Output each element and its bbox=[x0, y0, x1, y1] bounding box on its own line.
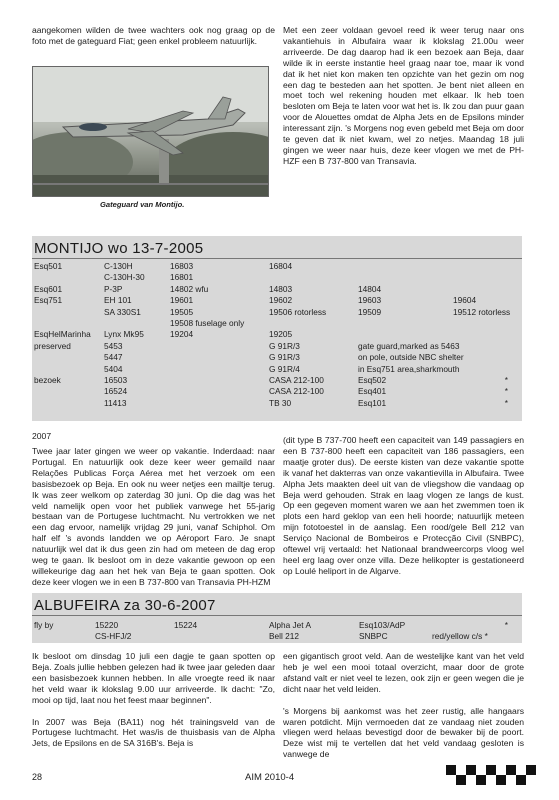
table-cell: * bbox=[504, 397, 508, 408]
table-cell: 16801 bbox=[170, 272, 194, 283]
table-cell: Esq103/AdP bbox=[359, 620, 406, 630]
table-cell: 16804 bbox=[269, 261, 293, 271]
table-cell: SA 330S1 bbox=[104, 306, 141, 317]
table-row bbox=[32, 284, 522, 295]
table-cell: 14803 bbox=[269, 283, 293, 294]
column-2-mid bbox=[283, 435, 524, 577]
table-cell: G 91R/3 bbox=[269, 352, 300, 363]
albufeira-title: ALBUFEIRA za 30-6-2007 bbox=[34, 597, 216, 614]
table-cell: 19506 rotorless bbox=[269, 306, 327, 317]
divider bbox=[32, 258, 522, 259]
paragraph: een gigantisch groot veld. Aan de westelijke kant van het veld heb je wel een mooi totaal overzicht, maar door de grote afstand valt er niet veel te lezen, ook zijn er geen wegen die je dicht naar het veld leiden. bbox=[283, 651, 524, 694]
table-cell: 5404 bbox=[104, 363, 123, 374]
montijo-table bbox=[32, 236, 522, 421]
montijo-title: MONTIJO wo 13-7-2005 bbox=[34, 240, 204, 257]
paragraph: In 2007 was Beja (BA11) nog hét trainingsveld van de Portugese luchtmacht. Het was/is de thuisbasis van de Alpha Jets, de Epsilons en de SA 316B's. Beja is bbox=[32, 716, 275, 749]
paragraph: aangekomen wilden de twee wachters ook nog graag op de foto met de gateguard Fiat; geen enkel probleem natuurlijk. bbox=[32, 25, 275, 46]
table-cell: P-3P bbox=[104, 283, 123, 294]
table-cell: 19205 bbox=[269, 329, 293, 340]
table-cell: gate guard,marked as 5463 bbox=[358, 340, 460, 351]
table-cell: CASA 212-100 bbox=[269, 386, 324, 397]
table-cell: EH 101 bbox=[104, 295, 132, 306]
table-row bbox=[32, 329, 522, 340]
table-cell: * bbox=[504, 620, 508, 630]
table-cell: Esq501 bbox=[34, 261, 63, 271]
table-cell: 15224 bbox=[174, 620, 198, 630]
table-cell: G 91R/3 bbox=[269, 340, 300, 351]
table-row bbox=[32, 620, 522, 631]
table-cell: * bbox=[504, 375, 508, 385]
year-heading: 2007 bbox=[32, 431, 52, 441]
table-cell: 16503 bbox=[104, 375, 128, 385]
paragraph: (dit type B 737-700 heeft een capaciteit van 149 passagiers en een B 737-800 heeft een capaciteit van 186 passagiers, een maatje groter dus). De eerste kisten van deze vakantie spotte ik vanaf het dakterras van onze vakantievilla in Albufaira. Twee Alpha Jets maakten deel uit van de vliegshow die vandaag op Beja werd gehouden. Strak en laag vlogen ze langs de kust. Op een gegeven moment waren we aan het zwemmen toen ik plots een hard geklop van een heli hoorde; natuurlijk meteen mijn fototoestel in de aanslag. Een rood/gele Bell 212 van Serviço Nacional de Bombeiros e Protecção Civil (SNBPC), oftewel vrij vertaald: het Nationaal brandweercorps vloog wel heel erg laag over onze villa. Deze helikopter is gestationeerd op Loulé heliport in de Algarve. bbox=[283, 435, 524, 576]
table-cell: 5447 bbox=[104, 352, 123, 363]
page-number: 28 bbox=[32, 772, 43, 782]
column-2-bottom bbox=[283, 651, 524, 760]
table-cell: Bell 212 bbox=[269, 630, 299, 641]
table-cell: Lynx Mk95 bbox=[104, 329, 144, 340]
table-row bbox=[32, 352, 522, 363]
column-1-bottom bbox=[32, 651, 275, 749]
table-cell: G 91R/4 bbox=[269, 363, 300, 374]
photo-caption: Gateguard van Montijo. bbox=[100, 200, 185, 209]
divider bbox=[32, 615, 522, 616]
table-cell: Alpha Jet A bbox=[269, 620, 311, 630]
paragraph: 's Morgens bij aankomst was het zeer rustig, alle hangaars waren potdicht. Mijn vermoeden dat ze vandaag niet zouden vliegen werd helaas bevestigd door de bewaker bij de poort. Deze wist mij te vertellen dat het veld vandaag gesloten is vanwege de bbox=[283, 705, 524, 760]
montijo-rows bbox=[32, 236, 522, 421]
table-cell: 19508 fuselage only bbox=[170, 318, 245, 328]
table-row bbox=[32, 272, 522, 283]
checker-pattern-decoration bbox=[446, 765, 536, 785]
paragraph: Met een zeer voldaan gevoel reed ik weer terug naar ons vakantiehuis in Albufaira waar ik klokslag 21.00u weer arriveerde. De dag daarop had ik een bezoek aan Beja, daar wilde ik in eerste instantie heel graag naar toe, maar ik vond dat ik het niet kon maken ten opzichte van het gezin om nog een dag te besteden aan het spotten. Je bent niet alleen en moet toch wel rekening houden met elkaar. Ik heb toen besloten om Beja te laten voor wat het is. Ik zou dan puur gaan voor de Alouettes omdat de Alpha Jets en de Epsilons minder interessant zijn. 's Morgens nog even gebeld met Beja om door te geven dat ik niet kwam, wel zo netjes. Maandag 18 juli gingen we weer naar huis, deze keer vlogen we met de PH-HZF een B 737-800 van Transavia. bbox=[283, 25, 524, 166]
table-cell: 19604 bbox=[453, 295, 477, 306]
table-cell: 19601 bbox=[170, 295, 194, 306]
table-cell: Esq401 bbox=[358, 386, 387, 397]
table-cell: CS-HFJ/2 bbox=[95, 630, 132, 641]
column-1-mid bbox=[32, 446, 275, 588]
table-cell: 14802 wfu bbox=[170, 283, 209, 294]
column-2-intro bbox=[283, 25, 524, 167]
table-cell: 19603 bbox=[358, 295, 382, 306]
table-cell: TB 30 bbox=[269, 397, 292, 408]
table-cell: 16524 bbox=[104, 386, 128, 397]
column-1-intro bbox=[32, 25, 275, 47]
table-cell: 19204 bbox=[170, 329, 194, 340]
table-row bbox=[32, 375, 522, 386]
table-cell: C-130H-30 bbox=[104, 272, 145, 283]
table-cell: preserved bbox=[34, 340, 71, 351]
table-cell: EsqHelMarinha bbox=[34, 329, 91, 340]
table-row bbox=[32, 631, 522, 642]
table-cell: 14804 bbox=[358, 283, 382, 294]
table-row bbox=[32, 398, 522, 409]
table-cell: fly by bbox=[34, 620, 54, 630]
table-row bbox=[32, 307, 522, 318]
table-row bbox=[32, 295, 522, 306]
table-cell: C-130H bbox=[104, 261, 133, 271]
table-row bbox=[32, 364, 522, 375]
gateguard-photo bbox=[32, 66, 269, 197]
table-cell: 19602 bbox=[269, 295, 293, 306]
table-row bbox=[32, 341, 522, 352]
table-row bbox=[32, 261, 522, 272]
footer-magazine: AIM 2010-4 bbox=[245, 772, 295, 783]
jet-on-pole-illustration bbox=[33, 67, 269, 197]
table-cell: 19509 bbox=[358, 306, 382, 317]
table-cell: in Esq751 area,sharkmouth bbox=[358, 363, 460, 374]
table-cell: 19505 bbox=[170, 306, 194, 317]
table-cell: SNBPC bbox=[359, 630, 388, 641]
table-cell: CASA 212-100 bbox=[269, 375, 324, 385]
paragraph: Ik besloot om dinsdag 10 juli een dagje te gaan spotten op Beja. Zoals jullie hebben gelezen had ik twee jaar geleden daar een basisbezoek kunnen hebben. In alle vroegte reed ik naar het veld waar ik klokslag 9.00 uur arriveerde. Ik dacht: "Zo, mooi op tijd, laat nou het feest maar beginnen". bbox=[32, 651, 275, 705]
table-cell: 15220 bbox=[95, 620, 119, 630]
table-cell: Esq502 bbox=[358, 375, 387, 385]
table-cell: red/yellow c/s * bbox=[432, 630, 488, 641]
table-row bbox=[32, 318, 522, 329]
table-cell: * bbox=[504, 386, 508, 397]
table-cell: 5453 bbox=[104, 340, 123, 351]
paragraph: Twee jaar later gingen we weer op vakantie. Inderdaad: naar Portugal. En natuurlijk ook deze keer weer gemaild naar Relações Publicas Força Aérea met het verzoek om een basisbezoek op Beja. En ook nu weer netjes een mailtje terug. Ik was zeer welkom op zaterdag 30 juni. Op die dag was het veld namelijk open voor het publiek vanwege het 55-jarig bestaan van de Portugese luchtmacht. Nu vertrokken we net een dag ervoor, namelijk vrijdag 29 juni, vanaf Schiphol. Om half elf 's avonds landden we op Aéroport Faro. Je snapt natuurlijk wel dat ik dus geen zin had om meteen de dag erop weg te gaan. Ik besloot om in deze vakantie gewoon op een willekeurige dag aan het hek van Beja te gaan spotten. Ook deze keer vlogen we in een B 737-800 van Transavia PH-HZM bbox=[32, 446, 275, 587]
table-cell: 16803 bbox=[170, 261, 194, 271]
table-cell: bezoek bbox=[34, 375, 61, 385]
table-cell: 11413 bbox=[104, 397, 127, 408]
table-cell: Esq751 bbox=[34, 295, 63, 306]
table-row bbox=[32, 386, 522, 397]
table-cell: 19512 rotorless bbox=[453, 306, 511, 317]
table-cell: Esq101 bbox=[358, 397, 387, 408]
table-cell: on pole, outside NBC shelter bbox=[358, 352, 464, 363]
table-cell: Esq601 bbox=[34, 283, 63, 294]
